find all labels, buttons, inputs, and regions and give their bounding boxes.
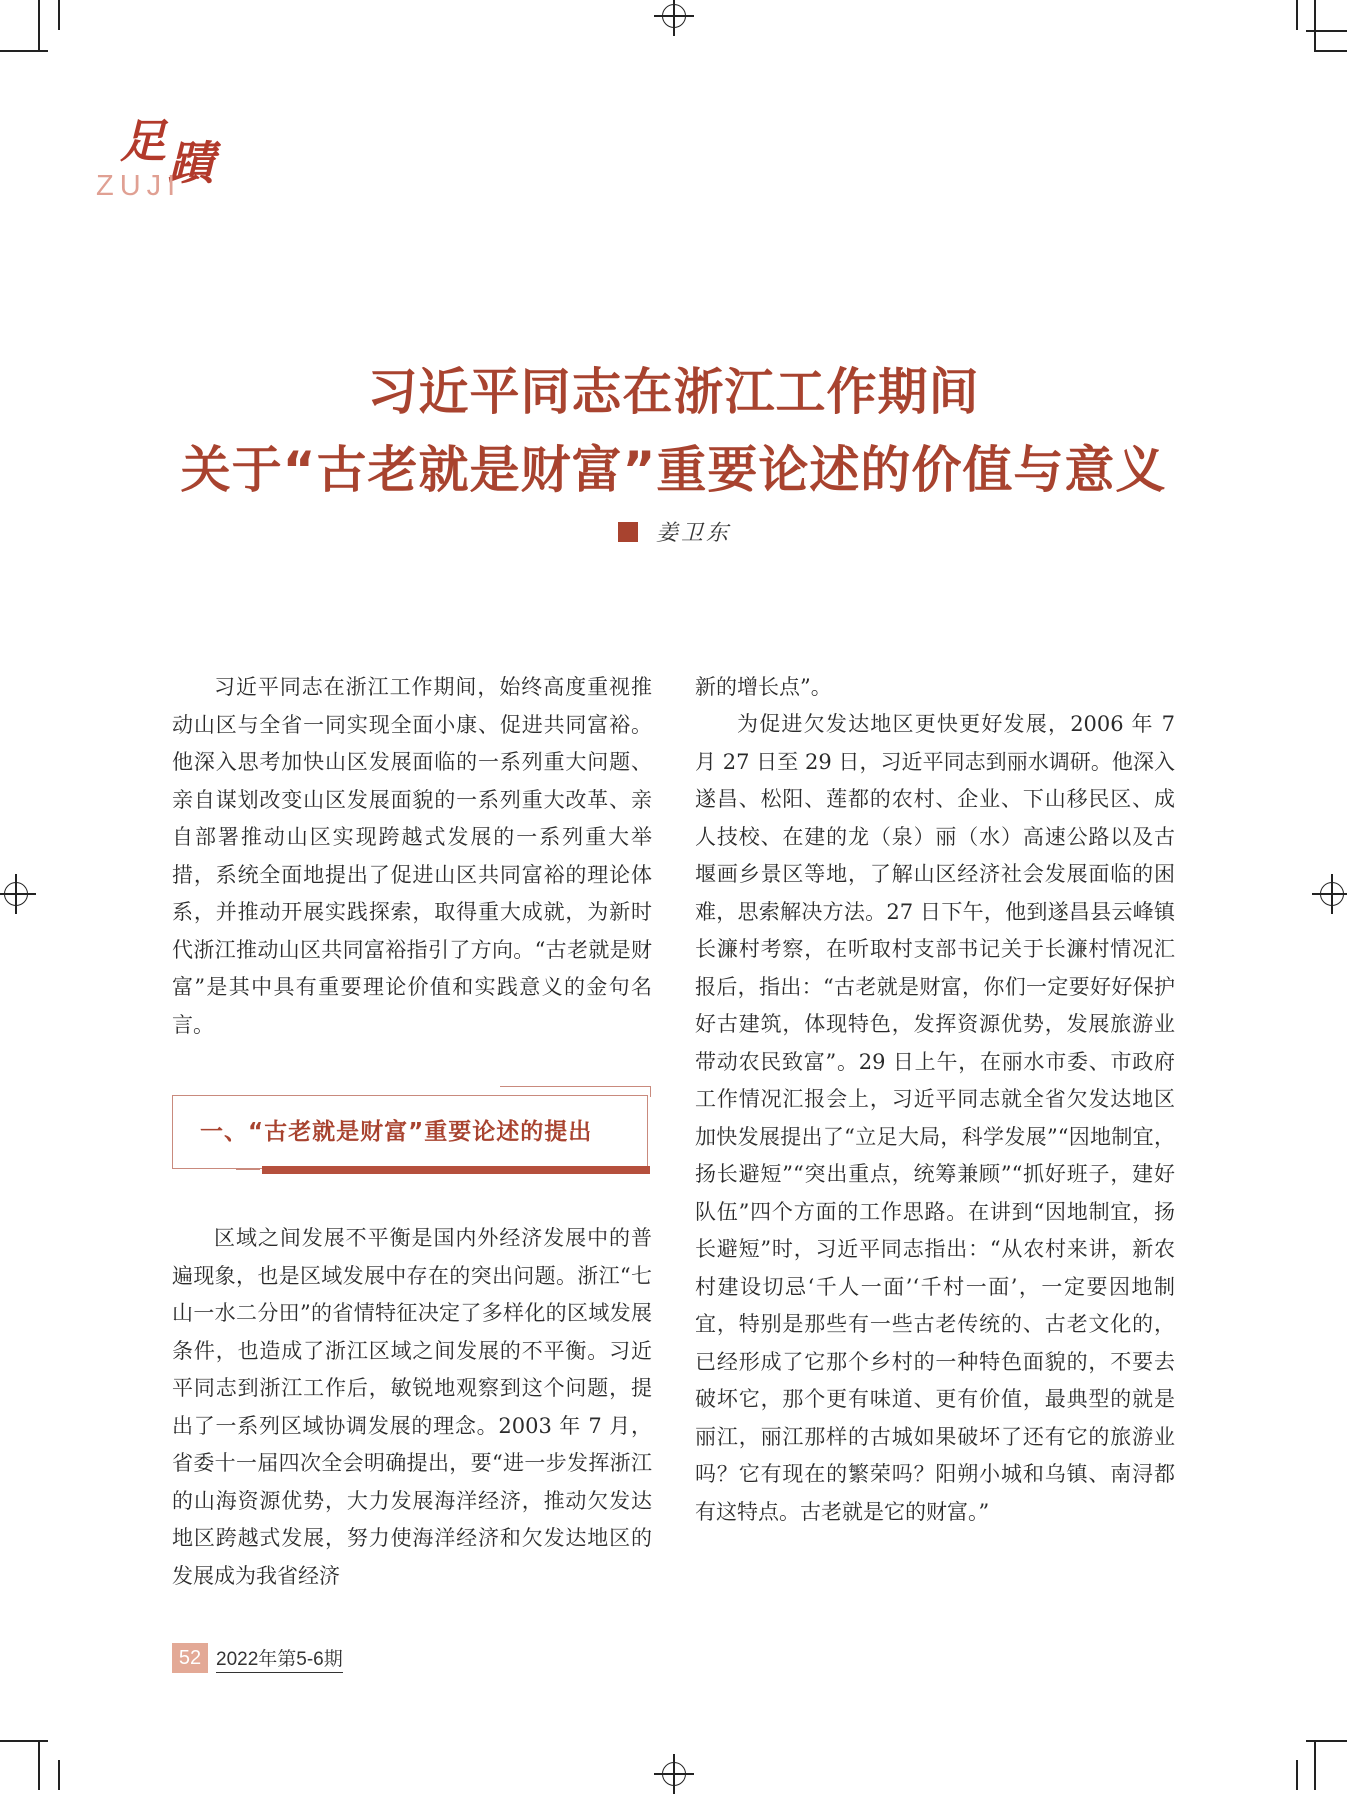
body-paragraph-2: 为促进欠发达地区更快更好发展，2006 年 7 月 27 日至 29 日，习近平同志到丽水调研。他深入遂昌、松阳、莲都的农村、企业、下山移民区、成人技校、在建的龙（泉）丽（水）高速公路以及古堰画乡景区等地，了解山区经济社会发展面临的困难，思索解决方法。27 日下午，他到遂昌县云峰镇长濂村考察，在听取村支部书记关于长濂村情况汇报后，指出：“古老就是财富，你们一定要好好保护好古建筑，体现特色，发挥资源优势，发展旅游业带动农民致富”。29 日上午，在丽水市委、市政府工作情况汇报会上，习近平同志就全省欠发达地区加快发展提出了“立足大局，科学发展”“因地制宜，扬长避短”“突出重点，统筹兼顾”“抓好班子，建好队伍”四个方面的工作思路。在讲到“因地制宜，扬长避短”时，习近平同志指出：“从农村来讲，新农村建设切忌‘千人一面’‘千村一面’，一定要因地制宜，特别是那些有一些古老传统的、古老文化的，已经形成了它那个乡村的一种特色面貌的，不要去破坏它，那个更有味道、更有价值，最典型的就是丽江，丽江那样的古城如果破坏了还有它的旅游业吗？它有现在的繁荣吗？阳朔小城和乌镇、南浔都有这特点。古老就是它的财富。” (695, 712, 1175, 1524)
author-name: 姜卫东 (656, 521, 732, 546)
page-number: 52 (172, 1643, 208, 1673)
crop-mark-bottom-right-h (1306, 1740, 1347, 1742)
continuation-paragraph: 新的增长点”。 (695, 675, 832, 699)
registration-mark-right (1312, 874, 1347, 914)
crop-mark-top-right-h2 (1314, 50, 1347, 52)
registration-mark-bottom (654, 1754, 694, 1794)
section-heading-bar (262, 1166, 650, 1174)
crop-mark-bottom-left-v (38, 1740, 40, 1790)
author-byline (618, 516, 731, 547)
issue-label: 2022年第5-6期 (216, 1644, 343, 1673)
section-paragraph: 区域之间发展不平衡是国内外经济发展中的普遍现象，也是区域发展中存在的突出问题。浙江“七山一水二分田”的省情特征决定了多样化的区域发展条件，也造成了浙江区域之间发展的不平衡。习近平同志到浙江工作后，敏锐地观察到这个问题，提出了一系列区域协调发展的理念。2003 年 7 月，省委十一届四次全会明确提出，要“进一步发挥浙江的山海资源优势，大力发展海洋经济，推动欠发达地区跨越式发展，努力使海洋经济和欠发达地区的发展成为我省经济 (172, 1226, 652, 1588)
section-heading: 一、“古老就是财富”重要论述的提出 (200, 1119, 593, 1145)
crop-mark-bottom-right-v2 (1314, 1740, 1316, 1790)
article-title-line-1: 习近平同志在浙江工作期间 (367, 363, 980, 421)
author-square-icon (618, 522, 638, 542)
column-logo-chinese (120, 105, 216, 190)
crop-mark-top-left-v2 (58, 0, 60, 30)
registration-mark-top (654, 0, 694, 36)
crop-mark-top-left-v (38, 0, 40, 50)
crop-mark-bottom-right-v (1296, 1760, 1298, 1790)
section-heading-tick (236, 1168, 260, 1170)
logo-char-2: 蹟 (168, 136, 216, 190)
article-title-line-2: 关于“古老就是财富”重要论述的价值与意义 (180, 441, 1167, 499)
crop-mark-top-right-h (1306, 30, 1347, 32)
crop-mark-bottom-left-v2 (58, 1760, 60, 1790)
registration-mark-left (0, 874, 36, 914)
column-logo-english: ZUJI (96, 170, 182, 202)
crop-mark-bottom-left-h (0, 1740, 48, 1742)
crop-mark-top-left-h (0, 50, 48, 52)
crop-mark-top-right-v (1296, 0, 1298, 30)
logo-char-1: 足 (120, 114, 168, 168)
intro-paragraph: 习近平同志在浙江工作期间，始终高度重视推动山区与全省一同实现全面小康、促进共同富裕。他深入思考加快山区发展面临的一系列重大问题、亲自谋划改变山区发展面貌的一系列重大改革、亲自部署推动山区实现跨越式发展的一系列重大举措，系统全面地提出了促进山区共同富裕的理论体系，并推动开展实践探索，取得重大成就，为新时代浙江推动山区共同富裕指引了方向。“古老就是财富”是其中具有重要理论价值和实践意义的金句名言。 (172, 675, 652, 1037)
crop-mark-top-right-v2 (1314, 0, 1316, 50)
